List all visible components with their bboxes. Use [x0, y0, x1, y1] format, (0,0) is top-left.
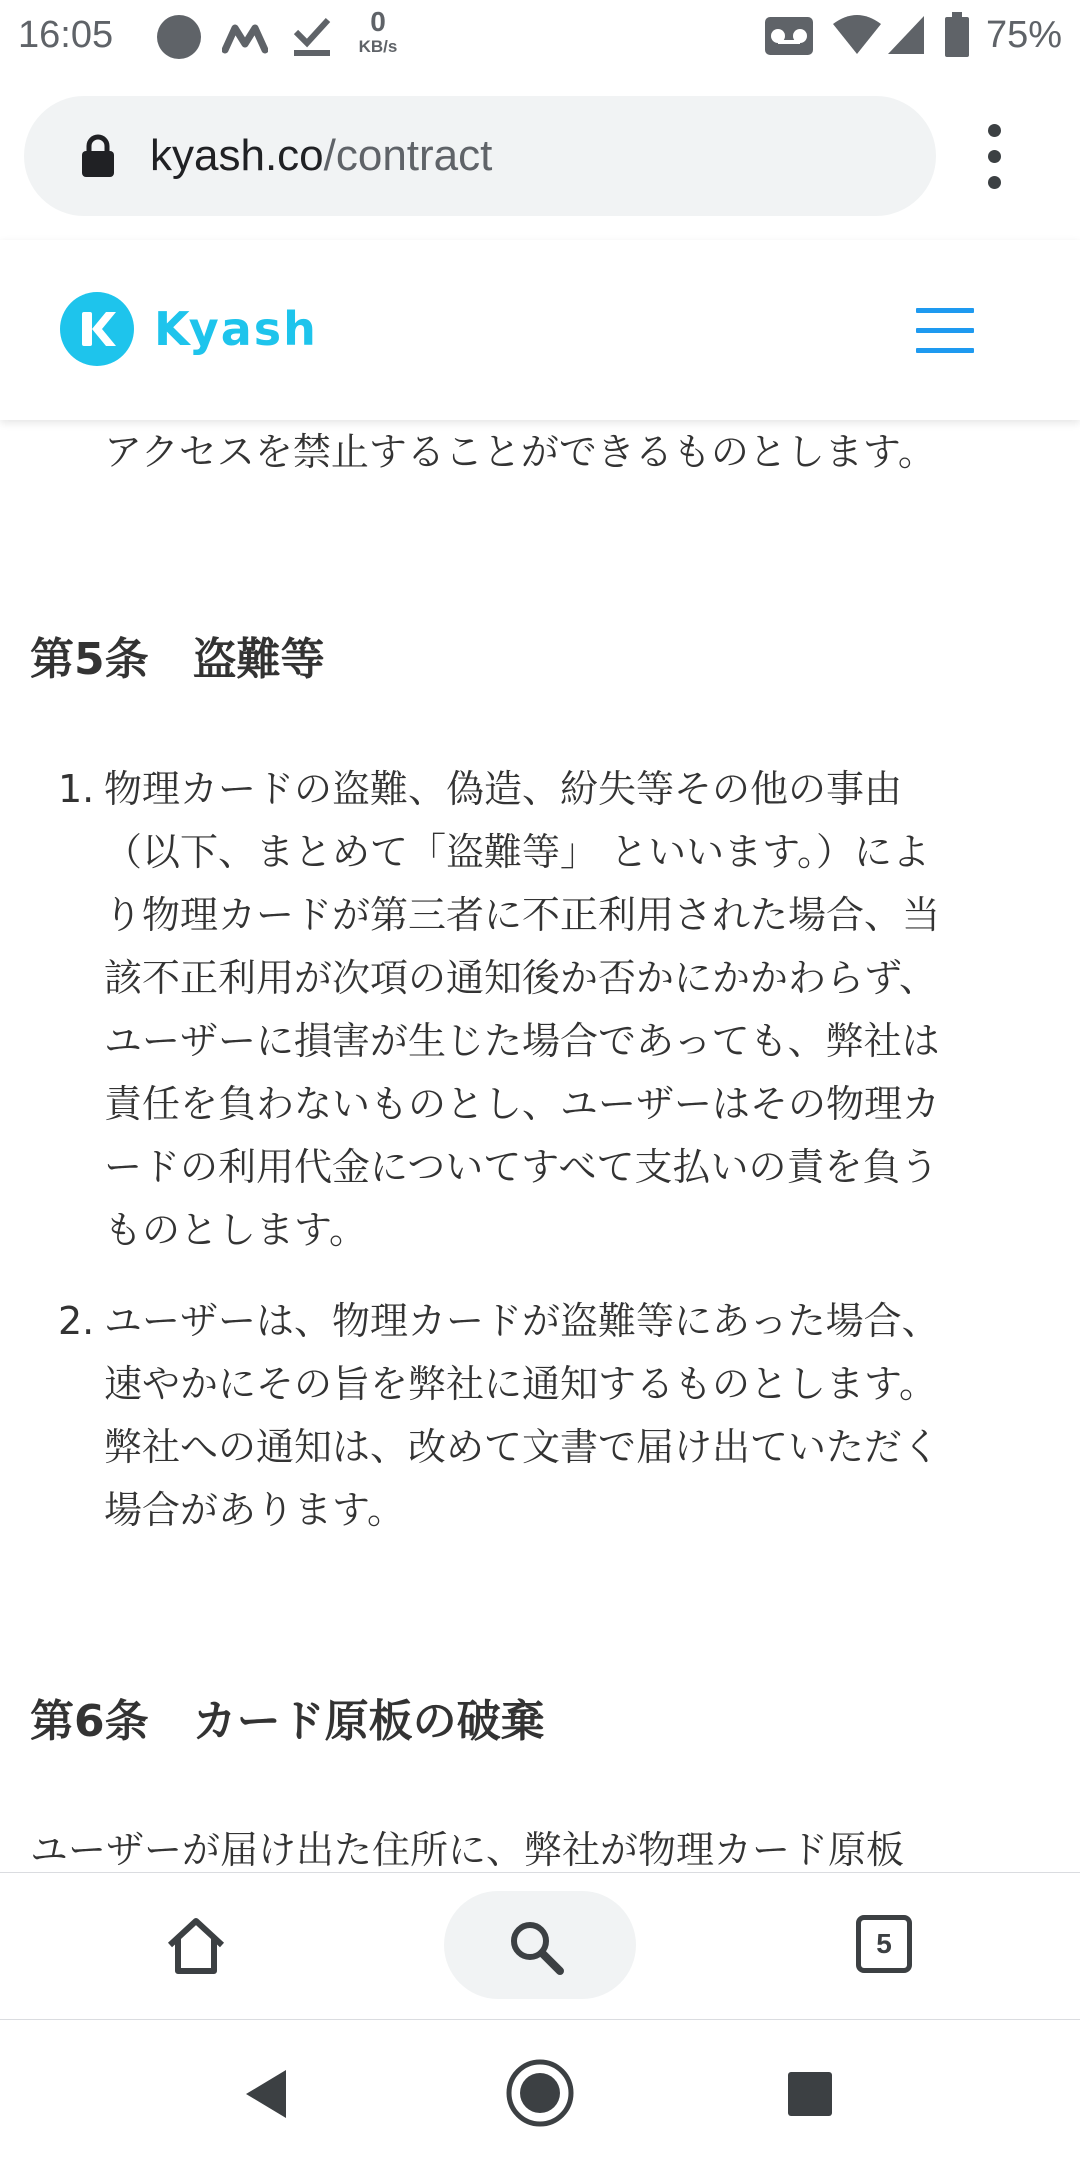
page-content	[0, 420, 1080, 1872]
list-item	[0, 1290, 1080, 1542]
system-navigation-bar	[0, 2020, 1080, 2160]
brand-name: Kyash	[154, 302, 318, 356]
url-path: /contract	[323, 131, 493, 180]
notification-dot-icon	[156, 14, 202, 64]
list-item-line: 場合があります。	[104, 1488, 405, 1532]
hamburger-menu-icon[interactable]	[912, 306, 978, 356]
list-item	[0, 758, 1080, 1262]
list-item-line: ユーザーに損害が生じた場合であっても、弊社は	[104, 1019, 940, 1063]
hamburger-bar	[916, 308, 974, 313]
browser-bottom-toolbar	[0, 1872, 1080, 2020]
tab-switcher-button[interactable]	[852, 1911, 912, 1975]
url-host: kyash.co	[150, 131, 324, 180]
list-item-line: 責任を負わないものとし、ユーザーはその物理カ	[104, 1082, 941, 1126]
back-button[interactable]	[240, 2066, 292, 2126]
home-icon	[160, 1911, 232, 1983]
menu-dot	[988, 150, 1001, 163]
list-item-line: ードの利用代金についてすべて支払いの責を負う	[104, 1145, 939, 1189]
home-circle-icon	[505, 2058, 575, 2128]
kyash-logo[interactable]	[60, 292, 318, 366]
status-bar	[0, 0, 1080, 72]
hamburger-bar	[916, 328, 974, 333]
search-icon	[502, 1913, 572, 1983]
menu-dot	[988, 124, 1001, 137]
list-item-line: り物理カードが第三者に不正利用された場合、当	[104, 893, 941, 937]
site-header	[0, 240, 1080, 420]
article-6-heading: 第6条 カード原板の破棄	[30, 1696, 545, 1747]
lock-icon[interactable]	[80, 134, 116, 182]
tab-count: 5	[876, 1928, 892, 1959]
list-item-line: （以下、まとめて「盗難等」 といいます。）によ	[104, 830, 931, 874]
article-5-heading: 第5条 盗難等	[30, 634, 325, 685]
battery-percent: 75%	[985, 14, 1062, 56]
recents-button[interactable]	[786, 2070, 834, 2122]
list-item-line: 物理カードの盗難、偽造、紛失等その他の事由	[104, 767, 903, 811]
list-item-line: ユーザーは、物理カードが盗難等にあった場合、	[104, 1299, 940, 1343]
url-bar[interactable]	[24, 96, 936, 216]
back-icon	[240, 2066, 292, 2122]
list-item-number: 1.	[58, 767, 95, 811]
hamburger-bar	[916, 348, 974, 353]
previous-text-fragment: アクセスを禁止することができるものとします。	[104, 430, 936, 474]
article-5-list	[0, 758, 1080, 1570]
net-speed-icon	[350, 8, 406, 55]
net-speed-unit: KB/s	[358, 37, 398, 56]
net-speed-value: 0	[370, 6, 386, 37]
recents-icon	[786, 2070, 834, 2118]
clock: 16:05	[18, 14, 114, 56]
m-logo-icon	[222, 18, 268, 62]
browser-toolbar	[0, 72, 1080, 240]
wifi-icon	[832, 14, 882, 60]
download-done-icon	[292, 16, 332, 62]
home-nav-button[interactable]	[505, 2058, 575, 2132]
article-6-paragraph: ユーザーが届け出た住所に、弊社が物理カード原板	[30, 1828, 905, 1872]
search-button[interactable]	[444, 1891, 636, 1999]
list-item-line: ものとします。	[104, 1208, 367, 1252]
overflow-menu-icon[interactable]	[970, 98, 1022, 214]
kyash-logo-icon	[60, 292, 134, 366]
list-item-number: 2.	[58, 1299, 95, 1343]
list-item-line: 速やかにその旨を弊社に通知するものとします。	[104, 1362, 937, 1406]
list-item-line: 弊社への通知は、改めて文書で届け出ていただく	[104, 1425, 941, 1469]
list-item-line: 該不正利用が次項の通知後か否かにかかわらず、	[104, 956, 937, 1000]
battery-icon	[944, 12, 970, 62]
voicemail-icon	[764, 16, 814, 60]
signal-icon	[886, 14, 926, 60]
menu-dot	[988, 176, 1001, 189]
url-text[interactable]	[150, 96, 492, 216]
home-button[interactable]	[160, 1911, 232, 1983]
